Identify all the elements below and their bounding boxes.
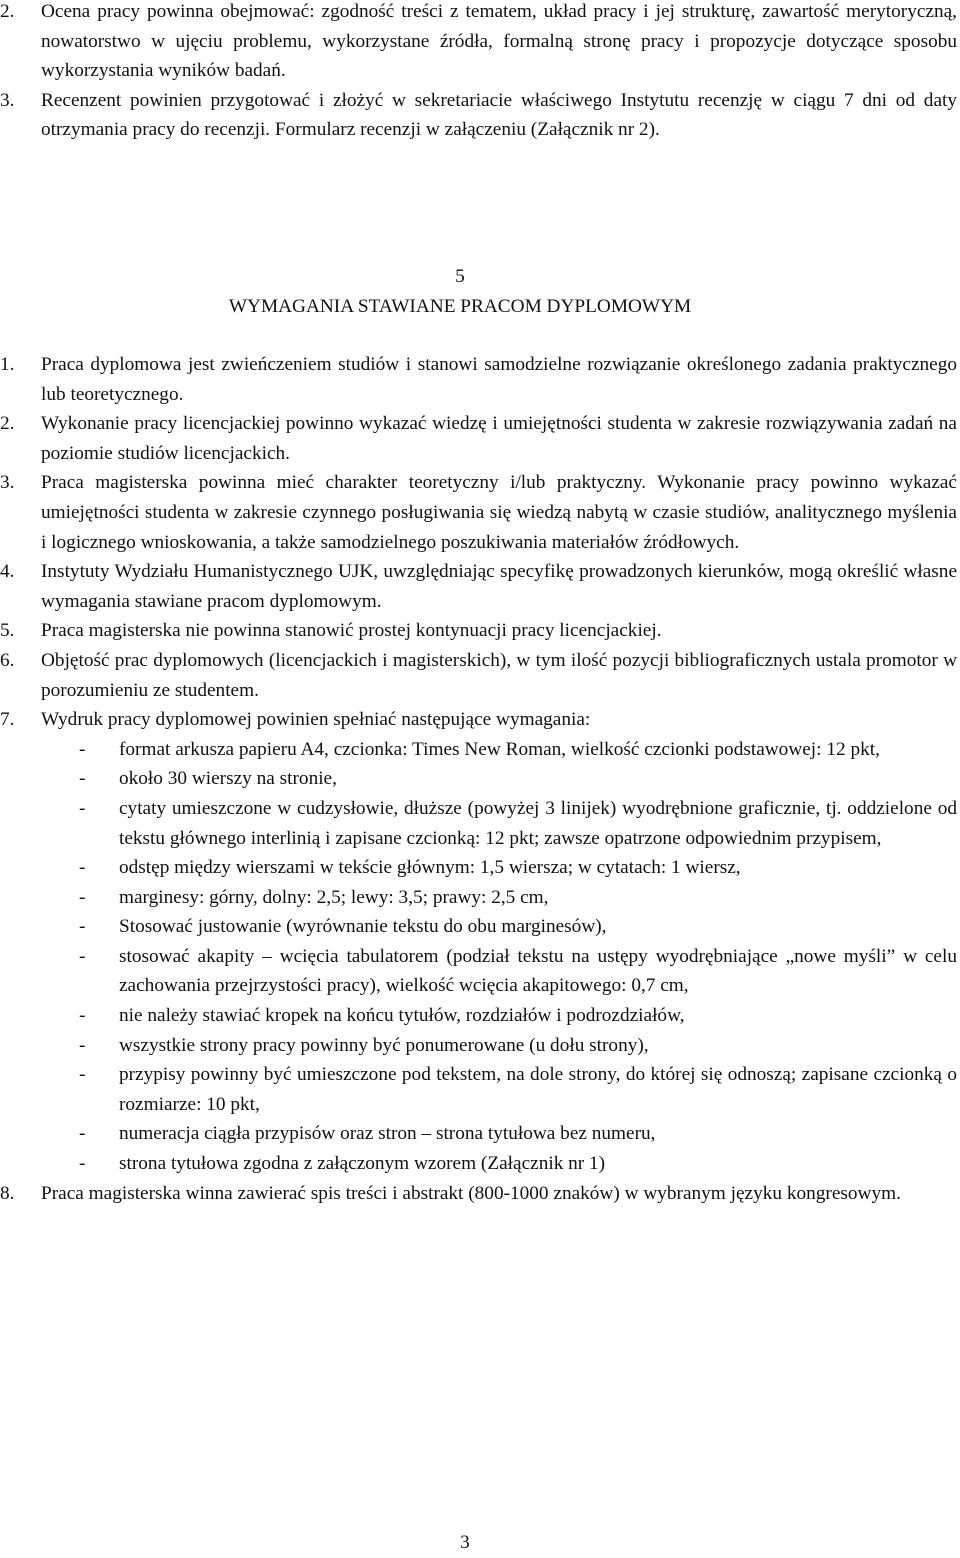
sublist-item-text: nie należy stawiać kropek na końcu tytułów, rozdziałów i podrozdziałów, bbox=[119, 1005, 685, 1027]
dash-bullet: - bbox=[79, 1123, 86, 1145]
sublist-item bbox=[0, 794, 957, 853]
item-number: 3. bbox=[0, 472, 15, 494]
sublist-item bbox=[0, 1001, 957, 1031]
sublist-item bbox=[0, 1060, 957, 1119]
dash-bullet: - bbox=[79, 738, 86, 760]
list-item bbox=[0, 468, 957, 557]
item-text: Instytuty Wydziału Humanistycznego UJK, uwzględniając specyfikę prowadzonych kierunków, mogą określić własne wymagania stawiane pracom dyplomowym. bbox=[41, 561, 957, 612]
sublist-item-text: wszystkie strony pracy powinny być ponumerowane (u dołu strony), bbox=[119, 1034, 649, 1056]
dash-bullet: - bbox=[79, 768, 86, 790]
sublist-item-text: numeracja ciągła przypisów oraz stron – strona tytułowa bez numeru, bbox=[119, 1123, 656, 1145]
dash-bullet: - bbox=[79, 797, 86, 819]
list-item bbox=[0, 1179, 957, 1209]
previous-section-list bbox=[0, 0, 957, 145]
item-text: Recenzent powinien przygotować i złożyć w sekretariacie właściwego Instytutu recenzję w ciągu 7 dni od daty otrzymania pracy do recenzji. Formularz recenzji w załączeniu (Załącznik nr 2). bbox=[41, 89, 957, 141]
item-number: 7. bbox=[0, 709, 15, 731]
list-item bbox=[0, 409, 957, 468]
section-number: 5 bbox=[455, 266, 465, 287]
item-number: 2. bbox=[0, 413, 15, 435]
item-text: Praca dyplomowa jest zwieńczeniem studiów i stanowi samodzielne rozwiązanie określonego zadania praktycznego lub teoretycznego. bbox=[41, 354, 957, 405]
section-title: WYMAGANIA STAWIANE PRACOM DYPLOMOWYM bbox=[228, 295, 692, 317]
item-number: 8. bbox=[0, 1182, 15, 1204]
item-text: Praca magisterska nie powinna stanowić prostej kontynuacji pracy licencjackiej. bbox=[41, 620, 662, 642]
sublist-item-text: format arkusza papieru A4, czcionka: Times New Roman, wielkość czcionki podstawowej: 12 pkt, bbox=[119, 738, 880, 760]
dash-bullet: - bbox=[79, 945, 86, 967]
dash-bullet: - bbox=[79, 857, 86, 879]
dash-bullet: - bbox=[79, 1005, 86, 1027]
dash-bullet: - bbox=[79, 886, 86, 908]
item-number: 6. bbox=[0, 649, 15, 671]
sublist-item-text: około 30 wierszy na stronie, bbox=[119, 768, 337, 790]
dash-bullet: - bbox=[79, 1153, 86, 1175]
sublist-item bbox=[0, 735, 957, 765]
sublist-item bbox=[0, 764, 957, 794]
item-text: Wydruk pracy dyplomowej powinien spełniać następujące wymagania: bbox=[41, 709, 591, 731]
item-number: 3. bbox=[0, 89, 15, 111]
sublist-item bbox=[0, 883, 957, 913]
sublist-item bbox=[0, 1031, 957, 1061]
list-item bbox=[0, 350, 957, 409]
item-text: Ocena pracy powinna obejmować: zgodność treści z tematem, układ pracy i jej strukturę, zawartość merytoryczną, nowatorstwo w ujęciu problemu, wykorzystane źródła, formalną stronę pracy i propozycje dotyczące sposobu wykorzystania wyników badań. bbox=[41, 1, 957, 82]
page-number: 3 bbox=[460, 1532, 470, 1553]
sublist-item bbox=[0, 1149, 957, 1179]
sublist-item-text: marginesy: górny, dolny: 2,5; lewy: 3,5; prawy: 2,5 cm, bbox=[119, 886, 549, 908]
sublist-item bbox=[0, 912, 957, 942]
sublist-item-text: odstęp między wierszami w tekście głównym: 1,5 wiersza; w cytatach: 1 wiersz, bbox=[119, 857, 741, 879]
list-item bbox=[0, 0, 957, 86]
sublist-item-text: przypisy powinny być umieszczone pod tekstem, na dole strony, do której się odnoszą; zapisane czcionką o rozmiarze: 10 pkt, bbox=[119, 1064, 957, 1115]
dash-bullet: - bbox=[79, 1034, 86, 1056]
sublist-item bbox=[0, 942, 957, 1001]
item-number: 1. bbox=[0, 354, 15, 375]
sublist-item-text: cytaty umieszczone w cudzysłowie, dłuższe (powyżej 3 linijek) wyodrębnione graficznie, tj. oddzielone od tekstu głównego interlinią i zapisane czcionką: 12 pkt; zawsze opatrzone odpowiednim przypisem, bbox=[119, 797, 957, 849]
list-item bbox=[0, 705, 957, 735]
sublist-item bbox=[0, 1119, 957, 1149]
list-item bbox=[0, 646, 957, 705]
list-item bbox=[0, 616, 957, 646]
section-heading bbox=[0, 262, 920, 321]
dash-bullet: - bbox=[79, 916, 86, 938]
item-text: Objętość prac dyplomowych (licencjackich i magisterskich), w tym ilość pozycji bibliograficznych ustala promotor w porozumieniu ze studentem. bbox=[41, 649, 957, 701]
item-text: Wykonanie pracy licencjackiej powinno wykazać wiedzę i umiejętności studenta w zakresie rozwiązywania zadań na poziomie studiów licencjackich. bbox=[41, 413, 957, 464]
item-number: 5. bbox=[0, 620, 15, 642]
item-number: 2. bbox=[0, 1, 15, 22]
dash-bullet: - bbox=[79, 1064, 86, 1086]
sublist-item-text: stosować akapity – wcięcia tabulatorem (podział tekstu na ustępy wyodrębniające „nowe myśli” w celu zachowania przejrzystości pracy), wielkość wcięcia akapitowego: 0,7 cm, bbox=[119, 945, 957, 997]
list-item bbox=[0, 86, 957, 145]
requirements-list bbox=[0, 350, 957, 1208]
item-text: Praca magisterska winna zawierać spis treści i abstrakt (800-1000 znaków) w wybranym języku kongresowym. bbox=[41, 1182, 901, 1204]
sublist-item-text: strona tytułowa zgodna z załączonym wzorem (Załącznik nr 1) bbox=[119, 1153, 606, 1175]
list-item bbox=[0, 557, 957, 616]
print-requirements-sublist bbox=[0, 735, 957, 1179]
item-text: Praca magisterska powinna mieć charakter teoretyczny i/lub praktyczny. Wykonanie pracy powinno wykazać umiejętności studenta w zakresie czynnego posługiwania się wiedzą nabytą w czasie studiów, analitycznego myślenia i logicznego wnioskowania, a także samodzielnego poszukiwania materiałów źródłowych. bbox=[41, 472, 957, 553]
sublist-item-text: Stosować justowanie (wyrównanie tekstu do obu marginesów), bbox=[119, 916, 607, 938]
sublist-item bbox=[0, 853, 957, 883]
item-number: 4. bbox=[0, 561, 15, 583]
